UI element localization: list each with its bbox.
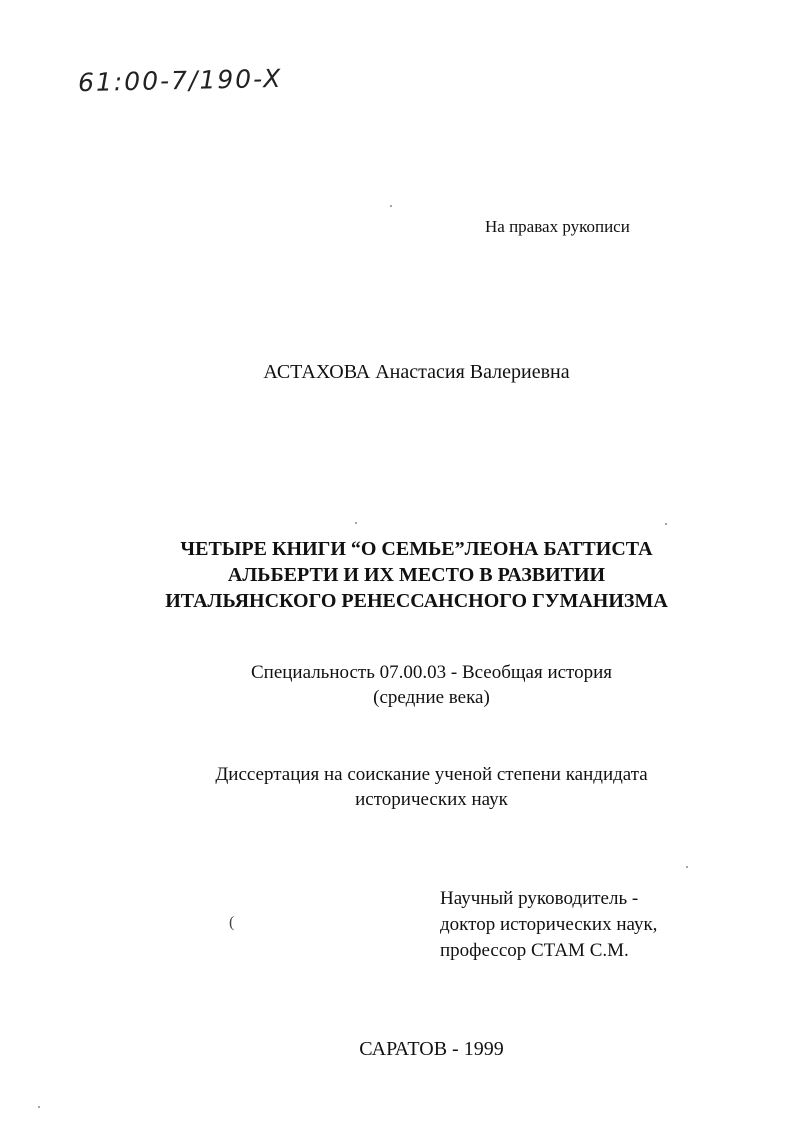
supervisor-block — [440, 886, 657, 964]
degree-line-2: исторических наук — [355, 789, 508, 810]
city-year: САРАТОВ - 1999 — [359, 1038, 504, 1060]
specialty-block — [0, 660, 793, 710]
supervisor-line-2: доктор исторических наук, — [440, 914, 658, 935]
title-line-1: ЧЕТЫРЕ КНИГИ “О СЕМЬЕ”ЛЕОНА БАТТИСТА — [180, 538, 653, 560]
scan-speck — [355, 522, 357, 524]
specialty-line-2: (средние века) — [373, 687, 490, 708]
rights-notice: На правах рукописи — [485, 217, 630, 236]
supervisor-line-3: профессор СТАМ С.М. — [440, 940, 629, 961]
degree-line-1: Диссертация на соискание ученой степени кандидата — [215, 764, 648, 785]
scan-speck — [686, 866, 688, 868]
degree-block — [0, 762, 793, 812]
city-year-block — [0, 1038, 793, 1061]
supervisor-line-1: Научный руководитель - — [440, 888, 639, 909]
scan-artifact-mark: ( — [229, 914, 235, 931]
specialty-inner — [251, 660, 612, 710]
dissertation-title-inner — [165, 536, 668, 614]
author-block — [0, 361, 793, 384]
title-line-2: АЛЬБЕРТИ И ИХ МЕСТО В РАЗВИТИИ — [227, 564, 606, 586]
author-name: АСТАХОВА Анастасия Валериевна — [263, 361, 570, 383]
title-line-3: ИТАЛЬЯНСКОГО РЕНЕССАНСНОГО ГУМАНИЗМА — [165, 590, 668, 612]
dissertation-title — [0, 536, 793, 614]
scan-speck — [38, 1106, 40, 1108]
scan-speck — [390, 205, 392, 207]
specialty-line-1: Специальность 07.00.03 - Всеобщая история — [250, 662, 613, 683]
degree-inner — [215, 762, 647, 812]
archive-code-handwritten: 61:00-7/190-X — [77, 63, 283, 98]
scan-speck — [665, 523, 667, 525]
